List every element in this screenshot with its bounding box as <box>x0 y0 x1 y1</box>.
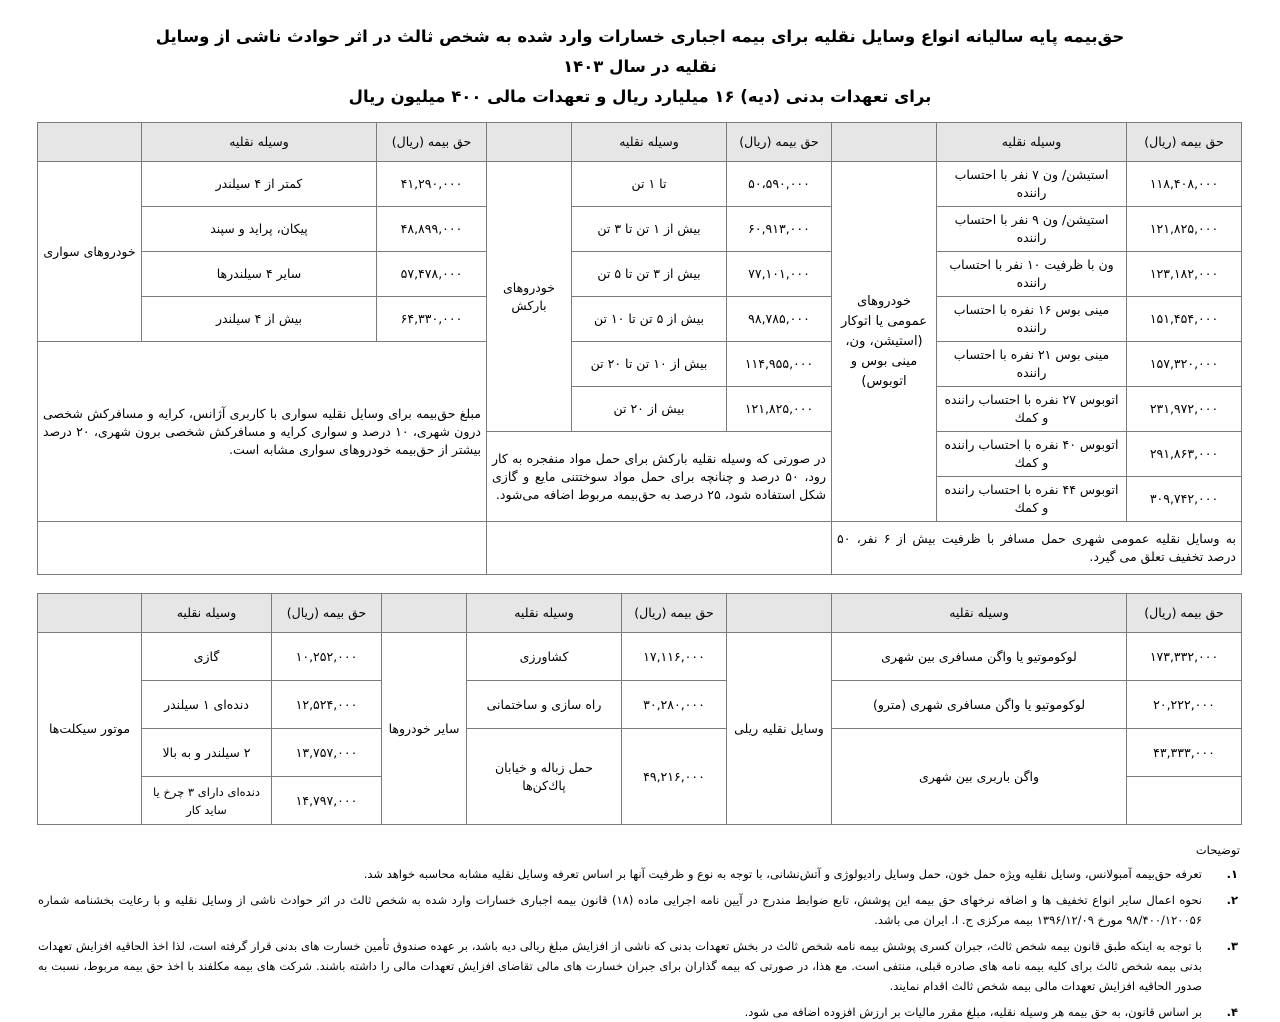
note-passenger-usage: مبلغ حق‌بیمه برای وسایل نقلیه سواری با كاربری آژانس، كرایه و مسافركش شخصی درون شهری، ۱۰ درصد و سواری كرایه و مسافركش شخصی برون شهری، ۲۰ درصد بیشتر از حق‌بیمه خودروهای سواری مشابه است. <box>38 342 487 522</box>
pickup-vehicle-6: بیش از ۲۰ تن <box>572 387 727 432</box>
group-label-other: سایر خودروها <box>382 633 467 825</box>
tariff-table-secondary <box>37 593 1242 825</box>
pickup-premium-2: ۶۰,۹۱۳,۰۰۰ <box>727 207 832 252</box>
motorcycle-vehicle-4: دنده‌ای دارای ۳ چرخ یا ساید كار <box>142 777 272 825</box>
public-vehicle-1: استیشن/ ون ۷ نفر با احتساب راننده <box>937 162 1127 207</box>
pickup-vehicle-5: بیش از ۱۰ تن تا ۲۰ تن <box>572 342 727 387</box>
rail-vehicle-3: واگن باربری بین شهری <box>832 729 1127 825</box>
col-header-group-pickup <box>487 123 572 162</box>
footnote-item: نحوه اعمال سایر انواع تخفیف ها و اضافه نرخهای حق بیمه این پوشش، تابع ضوابط مندرج در آیین نامه اجرایی ماده (۱۸) قانون بیمه اجباری خسارات وارد شده به شخص ثالث در اثر حوادث ناشی از وسایل نقلیه و با رعایت بخشنامه شماره ۹۸/۴۰۰/۱۲۰۰۵۶ مورخ ۱۳۹۶/۱۲/۰۹ بیمه مركزی ج. ا. ایران می باشد. <box>38 893 1202 927</box>
public-premium-5: ۱۵۷,۳۲۰,۰۰۰ <box>1127 342 1242 387</box>
table-row <box>38 207 1242 252</box>
motorcycle-premium-1: ۱۰,۲۵۲,۰۰۰ <box>272 633 382 681</box>
col-header-premium-passenger: حق بیمه (ریال) <box>377 123 487 162</box>
other-premium-3: ۴۹,۲۱۶,۰۰۰ <box>622 729 727 825</box>
public-premium-7: ۲۹۱,۸۶۳,۰۰۰ <box>1127 432 1242 477</box>
table-row <box>38 729 1242 777</box>
tariff-table-primary <box>37 122 1242 575</box>
group-label-motorcycle: موتور سیكلت‌ها <box>38 633 142 825</box>
rail-vehicle-1: لوكوموتیو یا واگن مسافری بین شهری <box>832 633 1127 681</box>
pickup-premium-5: ۱۱۴,۹۵۵,۰۰۰ <box>727 342 832 387</box>
col-header-premium-rail: حق بیمه (ریال) <box>1127 594 1242 633</box>
col-header-premium-pickup: حق بیمه (ریال) <box>727 123 832 162</box>
table-row <box>38 522 1242 575</box>
other-vehicle-3: حمل زباله و خیابان پاك‌كن‌ها <box>467 729 622 825</box>
public-premium-2: ۱۲۱,۸۲۵,۰۰۰ <box>1127 207 1242 252</box>
public-vehicle-3: ون با ظرفیت ۱۰ نفر با احتساب راننده <box>937 252 1127 297</box>
passenger-premium-3: ۵۷,۴۷۸,۰۰۰ <box>377 252 487 297</box>
rail-vehicle-2: لوكوموتیو یا واگن مسافری شهری (مترو) <box>832 681 1127 729</box>
passenger-vehicle-2: پیكان، پراید و سپند <box>142 207 377 252</box>
footnotes-list <box>38 864 1242 1022</box>
public-vehicle-2: استیشن/ ون ۹ نفر با احتساب راننده <box>937 207 1127 252</box>
spacer-cell-passenger <box>38 522 487 575</box>
group-label-pickup: خودروهای باركش <box>487 162 572 432</box>
pickup-premium-1: ۵۰،۵۹۰,۰۰۰ <box>727 162 832 207</box>
pickup-vehicle-1: تا ۱ تن <box>572 162 727 207</box>
pickup-premium-3: ۷۷,۱۰۱,۰۰۰ <box>727 252 832 297</box>
col-header-group-other <box>382 594 467 633</box>
title-line-primary: حق‌بیمه پایه سالیانه انواع وسایل نقلیه برای بیمه اجباری خسارات وارد شده به شخص ثالث در اثر حوادث ناشی از وسایل نقلیه در سال ۱۴۰۳ <box>155 27 1125 76</box>
public-vehicle-8: اتوبوس ۴۴ نفره با احتساب راننده و كمك <box>937 477 1127 522</box>
table-row <box>38 342 1242 387</box>
pickup-vehicle-3: بیش از ۳ تن تا ۵ تن <box>572 252 727 297</box>
col-header-group-passenger <box>38 123 142 162</box>
public-vehicle-7: اتوبوس ۴۰ نفره با احتساب راننده و كمك <box>937 432 1127 477</box>
footnotes-section <box>38 841 1242 1022</box>
passenger-vehicle-3: سایر ۴ سیلندرها <box>142 252 377 297</box>
rail-premium-3: ۴۳,۳۳۳,۰۰۰ <box>1127 729 1242 777</box>
public-premium-4: ۱۵۱,۴۵۴,۰۰۰ <box>1127 297 1242 342</box>
col-header-group-public <box>832 123 937 162</box>
note-pickup-hazmat: در صورتی كه وسیله نقلیه باركش برای حمل مواد منفجره به كار رود، ۵۰ درصد و چنانچه برای حمل مواد سوختتنی مایع و گازی شكل استفاده شود، ۲۵ درصد به حق‌بیمه مربوط اضافه می‌شود. <box>487 432 832 522</box>
table-header-row <box>38 123 1242 162</box>
pickup-premium-4: ۹۸,۷۸۵,۰۰۰ <box>727 297 832 342</box>
footnote-item: تعرفه حق‌بیمه آمبولانس، وسایل نقلیه ویژه حمل خون، حمل وسایل رادیولوژی و آتش‌نشانی، با توجه به نوع و ظرفیت آنها بر اساس تعرفه وسایل نقلیه مشابه محاسبه خواهد شد. <box>363 867 1202 881</box>
rail-premium-2: ۲۰,۲۲۲,۰۰۰ <box>1127 681 1242 729</box>
motorcycle-premium-2: ۱۲,۵۲۴,۰۰۰ <box>272 681 382 729</box>
title-line-secondary: برای تعهدات بدنی (دیه) ۱۶ میلیارد ریال و تعهدات مالی ۴۰۰ میلیون ریال <box>348 87 932 106</box>
footnotes-heading: توضیحات <box>1195 843 1240 857</box>
group-label-public: خودروهای عمومی یا اتوكار (استیشن، ون، مینی بوس و اتوبوس) <box>832 162 937 522</box>
public-vehicle-4: مینی بوس ۱۶ نفره با احتساب راننده <box>937 297 1127 342</box>
col-header-vehicle-rail: وسیله نقلیه <box>832 594 1127 633</box>
motorcycle-premium-3: ۱۳,۷۵۷,۰۰۰ <box>272 729 382 777</box>
passenger-vehicle-1: كمتر از ۴ سیلندر <box>142 162 377 207</box>
passenger-premium-4: ۶۴,۳۳۰,۰۰۰ <box>377 297 487 342</box>
passenger-vehicle-4: بیش از ۴ سیلندر <box>142 297 377 342</box>
public-premium-8: ۳۰۹,۷۴۲,۰۰۰ <box>1127 477 1242 522</box>
col-header-premium-public: حق بیمه (ریال) <box>1127 123 1242 162</box>
public-premium-3: ۱۲۳,۱۸۲,۰۰۰ <box>1127 252 1242 297</box>
table-row <box>38 681 1242 729</box>
page-title <box>0 0 1280 122</box>
footnote-item: با توجه به اینكه طبق قانون بیمه شخص ثالث، جبران كسری پوشش بیمه نامه شخص ثالث در بخش تعهدات بدنی كه ناشی از افزایش مبلغ ریالی دیه باشد، بر عهده صندوق تأمین خسارت های بدنی قرار گرفته است، لذا اخذ الحاقیه افزایش تعهدات بدنی بیمه شخص ثالث برای كلیه بیمه نامه های صادره قبلی، منتفی است. مع هذا، در صورتی كه بیمه گذاران برای جبران خسارت های مالی تقاضای افزایش تعهدات مالی را داشته باشند. شركت های بیمه مكلفند با اخذ حق بیمه مربوط، نسبت به صدور الحاقیه افزایش تعهدات مالی بیمه شخص ثالث اقدام نمایند. <box>38 939 1202 993</box>
footnote-item: بر اساس قانون، به حق بیمه هر وسیله نقلیه، مبلغ مقرر مالیات بر ارزش افزوده اضافه می شود. <box>744 1005 1202 1019</box>
tariff-table-2-wrapper <box>38 593 1242 825</box>
motorcycle-vehicle-3: ۲ سیلندر و به بالا <box>142 729 272 777</box>
other-premium-1: ۱۷,۱۱۶,۰۰۰ <box>622 633 727 681</box>
other-vehicle-2: راه سازی و ساختمانی <box>467 681 622 729</box>
pickup-vehicle-2: بیش از ۱ تن تا ۳ تن <box>572 207 727 252</box>
col-header-premium-motorcycle: حق بیمه (ریال) <box>272 594 382 633</box>
motorcycle-premium-4: ۱۴,۷۹۷,۰۰۰ <box>272 777 382 825</box>
pickup-vehicle-4: بیش از ۵ تن تا ۱۰ تن <box>572 297 727 342</box>
rail-premium-1: ۱۷۳,۳۳۲,۰۰۰ <box>1127 633 1242 681</box>
motorcycle-vehicle-2: دنده‌ای ۱ سیلندر <box>142 681 272 729</box>
table-row <box>38 297 1242 342</box>
table-row <box>38 633 1242 681</box>
passenger-premium-1: ۴۱,۲۹۰,۰۰۰ <box>377 162 487 207</box>
public-premium-1: ۱۱۸,۴۰۸,۰۰۰ <box>1127 162 1242 207</box>
tariff-table-1-wrapper <box>38 122 1242 575</box>
group-label-passenger: خودروهای سواری <box>38 162 142 342</box>
motorcycle-vehicle-1: گازی <box>142 633 272 681</box>
group-label-rail: وسایل نقلیه ریلی <box>727 633 832 825</box>
spacer-cell-pickup <box>487 522 832 575</box>
table-row <box>38 252 1242 297</box>
col-header-vehicle-pickup: وسیله نقلیه <box>572 123 727 162</box>
col-header-vehicle-passenger: وسیله نقلیه <box>142 123 377 162</box>
note-public-discount: به وسایل نقلیه عمومی شهری حمل مسافر با ظرفیت بیش از ۶ نفر، ۵۰ درصد تخفیف تعلق می گیرد. <box>832 522 1242 575</box>
public-premium-6: ۲۳۱,۹۷۲,۰۰۰ <box>1127 387 1242 432</box>
public-vehicle-6: اتوبوس ۲۷ نفره با احتساب راننده و كمك <box>937 387 1127 432</box>
col-header-group-rail <box>727 594 832 633</box>
rail-premium-spacer <box>1127 777 1242 825</box>
passenger-premium-2: ۴۸,۸۹۹,۰۰۰ <box>377 207 487 252</box>
pickup-premium-6: ۱۲۱,۸۲۵,۰۰۰ <box>727 387 832 432</box>
col-header-vehicle-motorcycle: وسیله نقلیه <box>142 594 272 633</box>
col-header-vehicle-public: وسیله نقلیه <box>937 123 1127 162</box>
table-row <box>38 162 1242 207</box>
table-gap <box>0 575 1280 593</box>
col-header-vehicle-other: وسیله نقلیه <box>467 594 622 633</box>
other-vehicle-1: كشاورزی <box>467 633 622 681</box>
table-header-row <box>38 594 1242 633</box>
col-header-group-motorcycle <box>38 594 142 633</box>
public-vehicle-5: مینی بوس ۲۱ نفره با احتساب راننده <box>937 342 1127 387</box>
other-premium-2: ۳۰,۲۸۰,۰۰۰ <box>622 681 727 729</box>
col-header-premium-other: حق بیمه (ریال) <box>622 594 727 633</box>
